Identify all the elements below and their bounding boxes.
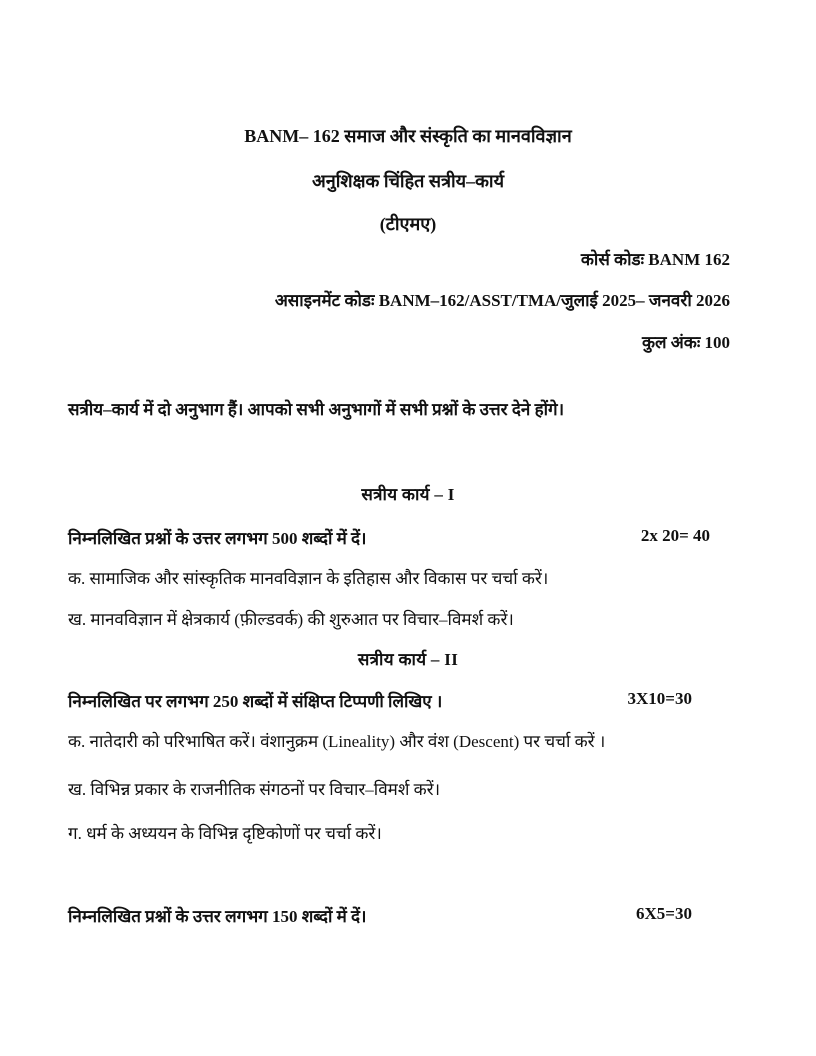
- assignment-code: असाइनमेंट कोडः BANM–162/ASST/TMA/जुलाई 2025– जनवरी 2026: [274, 291, 730, 310]
- question-2c: ग. धर्म के अध्ययन के विभिन्न दृष्टिकोणों पर चर्चा करें।: [68, 824, 382, 843]
- section-1-instruction: निम्नलिखित प्रश्नों के उत्तर लगभग 500 शब्दों में दें।: [68, 529, 367, 548]
- section-1-instruction-row: [68, 526, 730, 549]
- question-1b: ख. मानवविज्ञान में क्षेत्रकार्य (फ़ील्डवर्क) की शुरुआत पर विचार–विमर्श करें।: [68, 610, 514, 629]
- question-2b: ख. विभिन्न प्रकार के राजनीतिक संगठनों पर विचार–विमर्श करें।: [68, 780, 441, 799]
- section-2-instruction-row: [68, 689, 730, 712]
- section-2-heading: सत्रीय कार्य – II: [357, 650, 459, 669]
- question-1a: क. सामाजिक और सांस्कृतिक मानवविज्ञान के इतिहास और विकास पर चर्चा करें।: [68, 569, 549, 588]
- assignment-type-heading: अनुशिक्षक चिंहित सत्रीय–कार्य: [311, 171, 505, 191]
- section-3-instruction-row: [68, 904, 730, 927]
- section-3-marks: 6X5=30: [636, 904, 692, 923]
- course-code: कोर्स कोडः BANM 162: [580, 250, 730, 269]
- question-2a: क. नातेदारी को परिभाषित करें। वंशानुक्रम (Lineality) और वंश (Descent) पर चर्चा करें ।: [68, 732, 606, 751]
- section-2-instruction: निम्नलिखित पर लगभग 250 शब्दों में संक्षिप्त टिप्पणी लिखिए ।: [68, 692, 443, 711]
- tma-label: (टीएमए): [379, 214, 437, 234]
- section-3-instruction: निम्नलिखित प्रश्नों के उत्तर लगभग 150 शब्दों में दें।: [68, 907, 367, 926]
- section-2-marks: 3X10=30: [627, 689, 692, 708]
- section-1-heading: सत्रीय कार्य – I: [361, 485, 455, 504]
- section-1-marks: 2x 20= 40: [640, 526, 710, 545]
- total-marks: कुल अंकः 100: [641, 333, 730, 352]
- course-title: BANM– 162 समाज और संस्कृति का मानवविज्ञान: [244, 126, 572, 146]
- general-instruction: सत्रीय–कार्य में दो अनुभाग हैं। आपको सभी अनुभागों में सभी प्रश्नों के उत्तर देने होंगे।: [68, 400, 565, 419]
